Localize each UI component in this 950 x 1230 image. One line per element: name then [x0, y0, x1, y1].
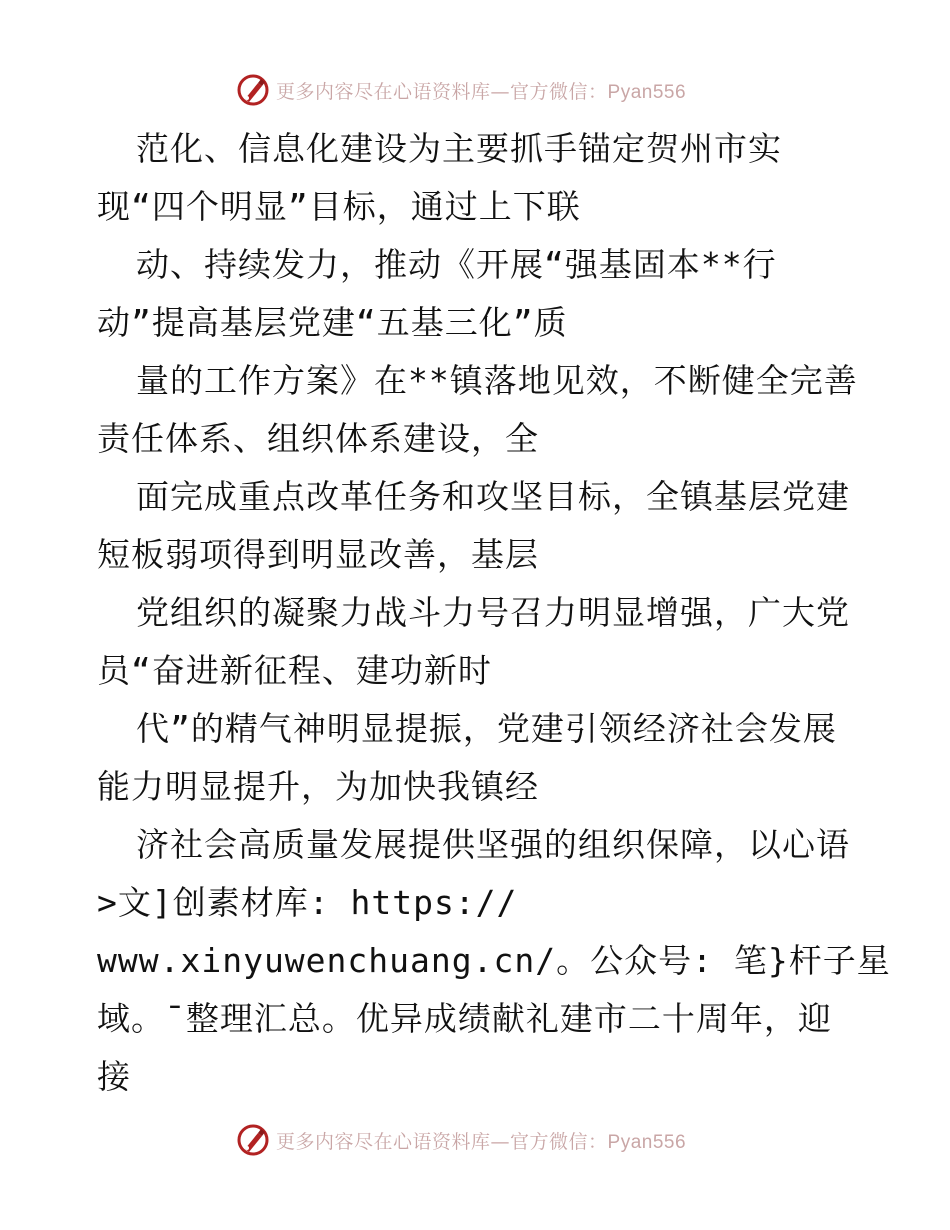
header-wechat-id: Pyan556	[607, 81, 687, 103]
text-line: 短板弱项得到明显改善，基层	[97, 535, 539, 574]
footer-banner-text: 更多内容尽在心语资料库	[276, 1130, 491, 1153]
header-banner-separator: —	[490, 80, 511, 103]
footer-watermark-banner	[236, 1122, 736, 1158]
header-banner-text: 更多内容尽在心语资料库	[276, 80, 491, 103]
text-line: 动、持续发力，推动《开展“强基固本**行	[136, 245, 777, 284]
text-line: 能力明显提升，为加快我镇经	[97, 767, 539, 806]
text-line: 党组织的凝聚力战斗力号召力明显增强，广大党	[136, 593, 850, 632]
pen-logo-icon	[236, 1123, 270, 1157]
text-line: >文]创素材库: https://	[97, 883, 518, 922]
header-watermark-banner	[236, 72, 736, 108]
text-line: 代”的精气神明显提振，党建引领经济社会发展	[136, 709, 837, 748]
pen-logo-icon	[236, 73, 270, 107]
text-line: www.xinyuwenchuang.cn/。公众号: 笔}杆子星	[97, 941, 891, 980]
footer-wechat-id: Pyan556	[607, 1131, 687, 1153]
text-line: 济社会高质量发展提供坚强的组织保障，以心语	[136, 825, 850, 864]
text-line: 接	[97, 1057, 131, 1096]
footer-wechat-label: 官方微信：	[510, 1130, 608, 1153]
text-line: 面完成重点改革任务和攻坚目标，全镇基层党建	[136, 477, 850, 516]
text-line: 责任体系、组织体系建设，全	[97, 419, 539, 458]
footer-banner-separator: —	[490, 1130, 511, 1153]
text-line: 域。¯整理汇总。优异成绩献礼建市二十周年，迎	[97, 999, 832, 1038]
text-line: 现“四个明显”目标，通过上下联	[97, 187, 581, 226]
header-wechat-label: 官方微信：	[510, 80, 608, 103]
text-line: 员“奋进新征程、建功新时	[97, 651, 492, 690]
text-line: 范化、信息化建设为主要抓手锚定贺州市实	[136, 129, 782, 168]
text-line: 量的工作方案》在**镇落地见效，不断健全完善	[136, 361, 858, 400]
text-line: 动”提高基层党建“五基三化”质	[97, 303, 568, 342]
